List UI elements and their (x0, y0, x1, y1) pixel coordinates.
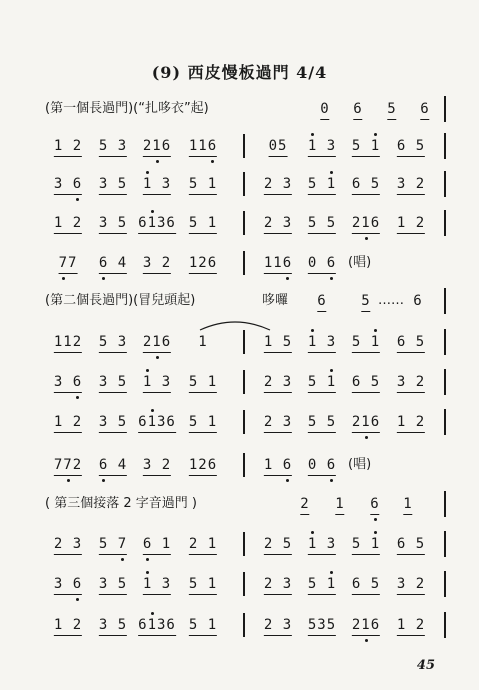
octave-down-dot (156, 356, 159, 359)
octave-down-dot (330, 277, 333, 280)
bar-line (243, 211, 245, 235)
note-group: 5 (387, 100, 396, 120)
note-group: 1 3 (308, 137, 336, 157)
note-group: 5 1 (352, 333, 380, 353)
note-group: 112 (54, 333, 82, 353)
note-group: 1 5 (264, 333, 292, 353)
note-group: 6 5 (352, 373, 380, 393)
row-label: 哆囉 (262, 293, 289, 308)
note-group: 1 3 (143, 373, 171, 393)
note-group: 1 (198, 334, 208, 350)
note-group: 6 5 (397, 333, 425, 353)
note-group: 5 1 (189, 413, 217, 433)
end-bar-line (444, 491, 446, 517)
octave-down-dot (365, 639, 368, 642)
row-label: (第二個長過門)(冒兒頭起) (45, 293, 196, 308)
note-group: 2 1 (189, 535, 217, 555)
row-label: (唱) (348, 255, 372, 270)
octave-down-dot (146, 558, 149, 561)
note-group: 772 (54, 456, 82, 476)
note-group: 216 (352, 214, 380, 234)
note-group: 216 (352, 616, 380, 636)
note-group: 1 2 (54, 214, 82, 234)
note-group: 2 3 (264, 575, 292, 595)
bar-line (243, 572, 245, 596)
note-group: 5 3 (99, 333, 127, 353)
bar-line (243, 251, 245, 275)
octave-up-dot (146, 171, 149, 174)
note-group: 6 4 (99, 254, 127, 274)
note-group: 6 (353, 100, 362, 120)
note-group: 216 (143, 333, 171, 353)
bar-line (243, 613, 245, 637)
note-group: 2 3 (264, 616, 292, 636)
score-title: (9) 西皮慢板過門 4/4 (151, 63, 328, 82)
note-group: 6136 (138, 616, 176, 636)
note-group: 5 1 (189, 214, 217, 234)
octave-up-dot (374, 329, 377, 332)
note-group: 5 (361, 292, 370, 312)
bar-line (243, 532, 245, 556)
row-label: (唱) (348, 457, 372, 472)
end-bar-line (444, 409, 446, 435)
end-bar-line (444, 531, 446, 557)
end-bar-line (444, 288, 446, 314)
octave-down-dot (76, 598, 79, 601)
octave-down-dot (374, 518, 377, 521)
note-group: 3 6 (54, 575, 82, 595)
note-group: 126 (189, 456, 217, 476)
note-group: 6 5 (397, 137, 425, 157)
note-group: 1 3 (143, 575, 171, 595)
end-bar-line (444, 133, 446, 159)
note-group: 6 5 (352, 175, 380, 195)
row-label: (第一個長過門)(“扎哆衣”起) (45, 101, 209, 116)
note-group: 116 (264, 254, 292, 274)
note-group: 2 3 (264, 175, 292, 195)
note-group: 1 6 (264, 456, 292, 476)
note-group: 5 5 (308, 413, 336, 433)
note-group: 6 (317, 292, 326, 312)
note-group: 1 2 (54, 137, 82, 157)
end-bar-line (444, 571, 446, 597)
note-group: 5 5 (308, 214, 336, 234)
note-group: 5 1 (189, 575, 217, 595)
note-group: 5 3 (99, 137, 127, 157)
octave-down-dot (102, 479, 105, 482)
note-group: 2 5 (264, 535, 292, 555)
note-group: 3 5 (99, 214, 127, 234)
octave-down-dot (211, 160, 214, 163)
note-group: 3 2 (397, 373, 425, 393)
note-group: 3 5 (99, 175, 127, 195)
end-bar-line (444, 210, 446, 236)
octave-down-dot (62, 277, 65, 280)
note-group: 5 7 (99, 535, 127, 555)
note-group: 3 2 (397, 575, 425, 595)
note-group: 6136 (138, 413, 176, 433)
note-group: 1 2 (397, 214, 425, 234)
octave-up-dot (146, 369, 149, 372)
note-group: 6 (370, 495, 379, 515)
end-bar-line (444, 171, 446, 197)
note-group: 5 1 (308, 575, 336, 595)
octave-down-dot (286, 479, 289, 482)
octave-down-dot (76, 396, 79, 399)
note-group: 1 2 (54, 413, 82, 433)
note-group: 535 (308, 616, 336, 636)
row-label: ( 第三個接落 2 字音過門 ) (45, 496, 197, 511)
note-group: 5 1 (189, 175, 217, 195)
note-group: 1 3 (143, 175, 171, 195)
note-group: 1 2 (397, 616, 425, 636)
note-group: 5 1 (352, 535, 380, 555)
row-label: …… (378, 293, 404, 308)
octave-up-dot (311, 133, 314, 136)
note-group: 2 3 (54, 535, 82, 555)
octave-down-dot (330, 479, 333, 482)
bar-line (243, 453, 245, 477)
note-group: 6 5 (352, 575, 380, 595)
octave-up-dot (151, 210, 154, 213)
note-group: 3 5 (99, 616, 127, 636)
octave-down-dot (102, 277, 105, 280)
note-group: 77 (59, 254, 78, 274)
note-group: 1 (335, 495, 344, 515)
note-group: 116 (189, 137, 217, 157)
note-group: 6 (413, 293, 423, 309)
note-group: 1 2 (397, 413, 425, 433)
page-number: 45 (416, 658, 435, 673)
note-group: 1 2 (54, 616, 82, 636)
note-group: 2 3 (264, 214, 292, 234)
note-group: 216 (352, 413, 380, 433)
octave-up-dot (151, 409, 154, 412)
octave-up-dot (374, 133, 377, 136)
note-group: 1 3 (308, 333, 336, 353)
note-group: 126 (189, 254, 217, 274)
note-group: 5 1 (352, 137, 380, 157)
note-group: 3 2 (397, 175, 425, 195)
note-group: 1 3 (308, 535, 336, 555)
octave-down-dot (286, 277, 289, 280)
octave-up-dot (146, 571, 149, 574)
note-group: 216 (143, 137, 171, 157)
note-group: 6 (420, 100, 429, 120)
note-group: 5 1 (308, 373, 336, 393)
note-group: 3 6 (54, 175, 82, 195)
note-group: 6 4 (99, 456, 127, 476)
note-group: 6 5 (397, 535, 425, 555)
note-group: 0 6 (308, 254, 336, 274)
note-group: 0 (320, 100, 329, 120)
octave-up-dot (330, 171, 333, 174)
octave-up-dot (151, 612, 154, 615)
note-group: 2 3 (264, 413, 292, 433)
note-group: 3 5 (99, 373, 127, 393)
octave-up-dot (330, 369, 333, 372)
note-group: 1 (403, 495, 412, 515)
note-group: 6 1 (143, 535, 171, 555)
octave-down-dot (67, 479, 70, 482)
octave-down-dot (121, 558, 124, 561)
note-group: 3 6 (54, 373, 82, 393)
note-group: 5 1 (189, 373, 217, 393)
octave-down-dot (365, 237, 368, 240)
note-group: 3 5 (99, 575, 127, 595)
note-group: 6136 (138, 214, 176, 234)
octave-up-dot (374, 531, 377, 534)
octave-up-dot (311, 329, 314, 332)
bar-line (243, 370, 245, 394)
octave-down-dot (156, 160, 159, 163)
bar-line (243, 330, 245, 354)
note-group: 05 (269, 137, 288, 157)
note-group: 5 1 (189, 616, 217, 636)
note-group: 3 5 (99, 413, 127, 433)
bar-line (243, 134, 245, 158)
octave-up-dot (330, 571, 333, 574)
note-group: 0 6 (308, 456, 336, 476)
end-bar-line (444, 369, 446, 395)
note-group: 3 2 (143, 254, 171, 274)
note-group: 3 2 (143, 456, 171, 476)
octave-down-dot (365, 436, 368, 439)
note-group: 2 3 (264, 373, 292, 393)
end-bar-line (444, 612, 446, 638)
note-group: 2 (300, 495, 309, 515)
end-bar-line (444, 329, 446, 355)
bar-line (243, 410, 245, 434)
note-group: 5 1 (308, 175, 336, 195)
octave-up-dot (311, 531, 314, 534)
end-bar-line (444, 96, 446, 122)
bar-line (243, 172, 245, 196)
octave-down-dot (76, 198, 79, 201)
